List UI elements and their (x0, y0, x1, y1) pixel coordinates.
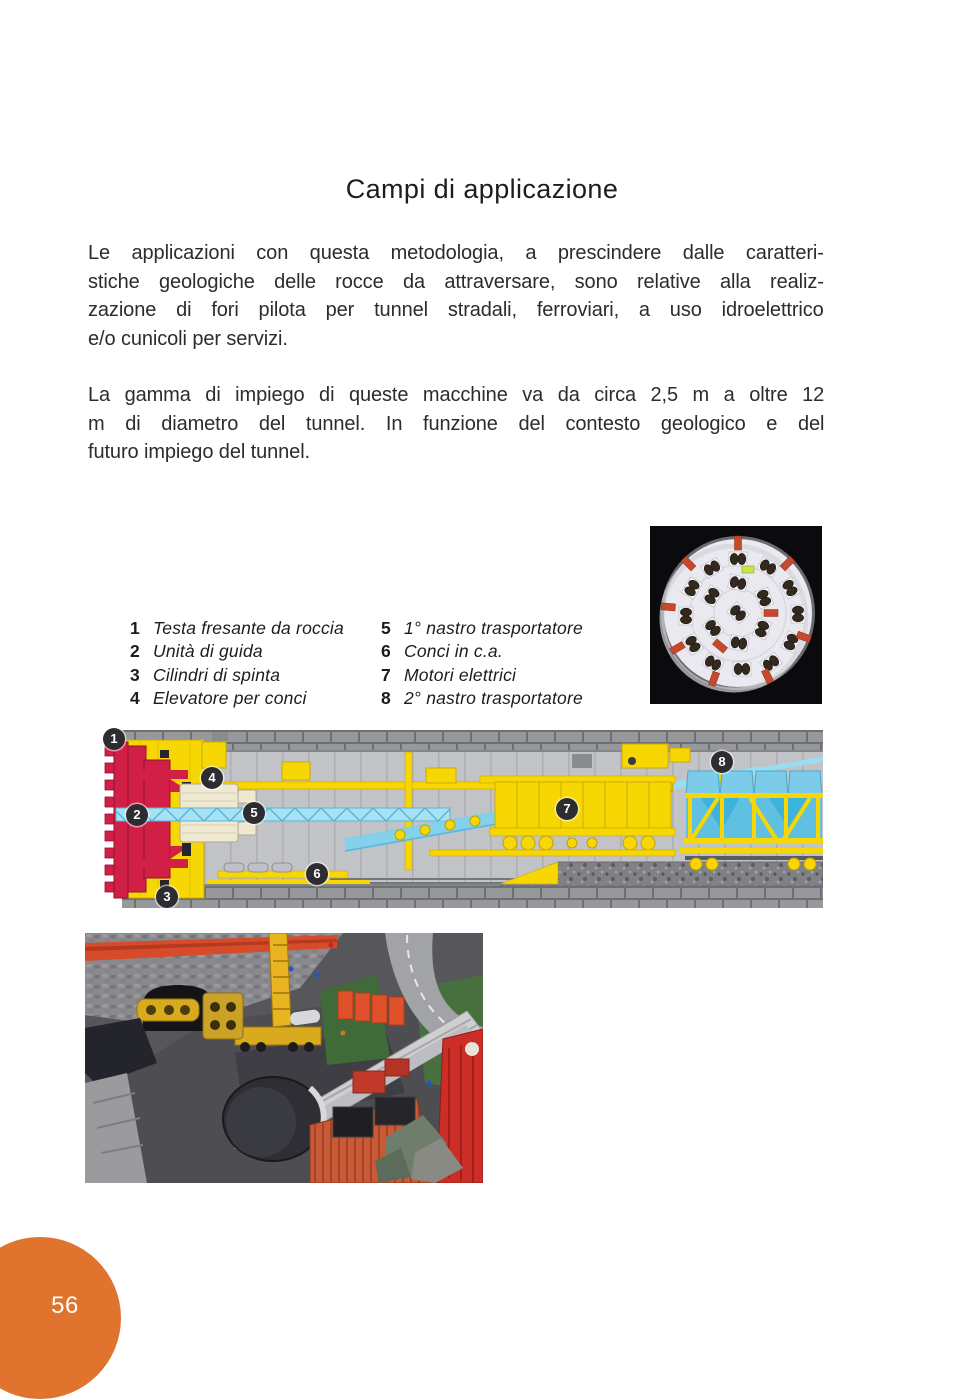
paragraph-1 (88, 239, 824, 353)
cutterhead-photo-image (650, 526, 822, 704)
legend-item (130, 617, 344, 640)
legend-item-number: 8 (381, 687, 391, 708)
legend-column-1 (130, 617, 344, 710)
diagram-marker-7: 7 (556, 798, 578, 820)
legend-item (130, 687, 344, 710)
site-photo-image (85, 933, 483, 1183)
legend-item (130, 640, 344, 663)
legend-item-label: Cilindri di spinta (153, 664, 281, 685)
diagram-marker-8: 8 (711, 751, 733, 773)
paragraph-line: stiche geologiche delle rocce da attraversare, sono relative alla realiz- (88, 270, 824, 293)
diagram-marker-5: 5 (243, 802, 265, 824)
diagram-marker-3: 3 (156, 886, 178, 908)
page-title: Campi di applicazione (345, 174, 619, 204)
paragraph-line: Le applicazioni con questa metodologia, a prescindere dalle caratteri- (88, 242, 824, 264)
legend-item (381, 617, 583, 640)
legend-item (381, 640, 583, 663)
legend-column-2 (381, 617, 583, 710)
legend-item (381, 664, 583, 687)
legend-item-number: 5 (381, 618, 391, 638)
legend-item-label: Conci in c.a. (404, 641, 503, 662)
legend-item-number: 6 (381, 641, 391, 662)
legend-item-number: 7 (381, 664, 391, 685)
page-number-badge (0, 1237, 121, 1399)
page-number: 56 (51, 1292, 79, 1319)
legend-item-number: 4 (130, 687, 140, 708)
legend-item-label: Motori elettrici (404, 664, 517, 685)
paragraph-line: m di diametro del tunnel. In funzione del contesto geologico e del (88, 412, 825, 435)
legend-item (381, 687, 583, 710)
legend-item-label: Elevatore per conci (153, 687, 307, 708)
paragraph-line: La gamma di impiego di queste macchine va da circa 2,5 m a oltre 12 (88, 384, 825, 406)
diagram-marker-4: 4 (201, 767, 223, 789)
paragraph-line: zazione di fori pilota per tunnel stradali, ferroviari, a uso idroelettrico (88, 299, 824, 322)
legend-item-number: 3 (130, 664, 140, 685)
site-photo (85, 933, 483, 1183)
legend-item-number: 1 (130, 618, 140, 638)
diagram-marker-1: 1 (103, 728, 125, 750)
legend-item-label: Unità di guida (153, 641, 263, 662)
legend-item-number: 2 (130, 641, 140, 662)
paragraph-line: futuro impiego del tunnel. (88, 441, 310, 464)
diagram-marker-6: 6 (306, 863, 328, 885)
legend-item-label: Testa fresante da roccia (153, 618, 344, 638)
diagram-marker-2: 2 (126, 804, 148, 826)
legend-item-label: 2° nastro trasportatore (404, 687, 583, 708)
paragraph-line: e/o cunicoli per servizi. (88, 327, 288, 350)
legend-item-label: 1° nastro trasportatore (404, 618, 583, 638)
paragraph-2 (88, 381, 824, 467)
cutterhead-photo (650, 526, 822, 704)
legend-item (130, 664, 344, 687)
tbm-diagram (100, 730, 823, 908)
